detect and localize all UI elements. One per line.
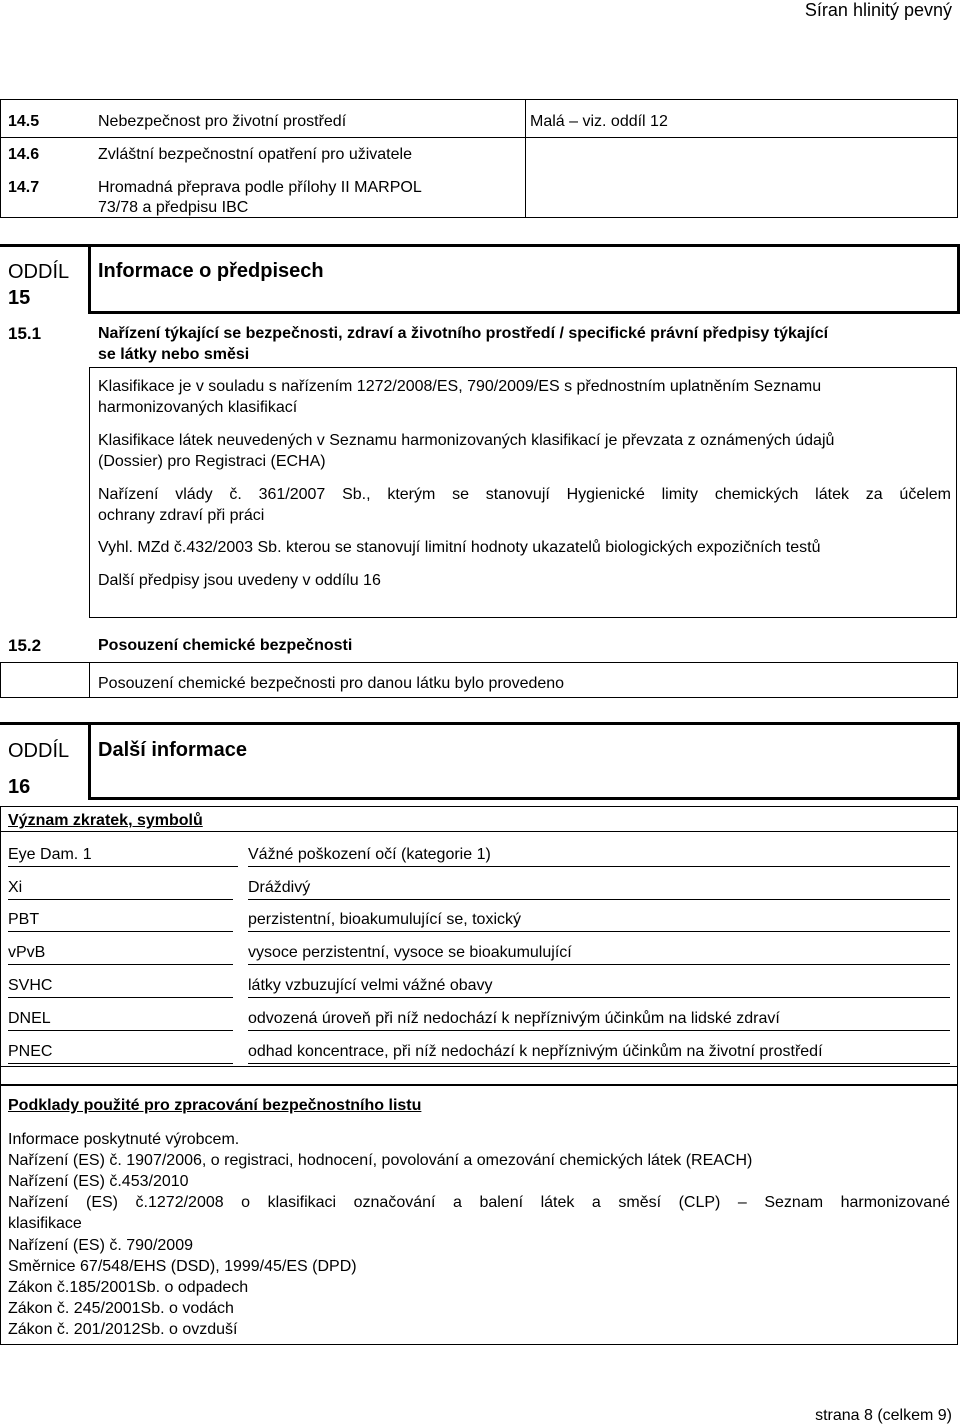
source-item: Informace poskytnuté výrobcem. <box>8 1131 240 1148</box>
underline-rule <box>8 964 233 965</box>
section-number: 16 <box>8 776 31 798</box>
underline-rule <box>8 931 233 932</box>
regulation-paragraph: Vyhl. MZd č.432/2003 Sb. kterou se stanovují limitní hodnoty ukazatelů biologických expozičních testů <box>98 539 821 556</box>
regulation-paragraph: Klasifikace je v souladu s nařízením 1272/2008/ES, 790/2009/ES s přednostním uplatněním Seznamu harmonizovaných klasifikací <box>98 378 822 416</box>
source-item: Zákon č. 201/2012Sb. o ovzduší <box>8 1321 238 1338</box>
row-number: 14.5 <box>8 113 40 130</box>
row-divider <box>0 831 958 832</box>
row-divider <box>0 1066 958 1067</box>
row-divider <box>0 137 958 138</box>
abbreviation-meaning: odvozená úroveň při níž nedochází k nepříznivým účinkům na lidské zdraví <box>248 1010 780 1027</box>
document-title: Síran hlinitý pevný <box>804 0 952 20</box>
row-label: Nebezpečnost pro životní prostředí <box>98 113 347 130</box>
regulation-paragraph: Další předpisy jsou uvedeny v oddílu 16 <box>98 572 381 589</box>
source-item: Zákon č. 245/2001Sb. o vodách <box>8 1300 234 1317</box>
underline-rule <box>248 964 950 965</box>
underline-rule <box>248 866 950 867</box>
assessment-text: Posouzení chemické bezpečnosti pro danou látku bylo provedeno <box>98 675 565 692</box>
underline-rule <box>248 931 950 932</box>
abbreviation-term: PBT <box>8 911 40 928</box>
section-rule <box>88 797 960 800</box>
abbreviation-term: vPvB <box>8 944 46 961</box>
underline-rule <box>248 1030 950 1031</box>
section-title: Další informace <box>98 739 247 761</box>
abbreviation-meaning: Dráždivý <box>248 879 311 896</box>
source-item: Zákon č.185/2001Sb. o odpadech <box>8 1279 249 1296</box>
row-number: 14.6 <box>8 146 40 163</box>
abbreviation-meaning: perzistentní, bioakumulující se, toxický <box>248 911 522 928</box>
abbreviation-term: SVHC <box>8 977 53 994</box>
underline-rule <box>8 997 233 998</box>
abbreviation-term: PNEC <box>8 1043 53 1060</box>
subsection-title: se látky nebo směsi <box>98 346 250 363</box>
section-label: ODDÍL <box>8 261 70 283</box>
underline-rule <box>8 1063 233 1064</box>
section-rule <box>0 722 960 725</box>
column-divider <box>525 99 526 218</box>
source-item: klasifikace <box>8 1215 82 1232</box>
section-rule <box>88 722 91 800</box>
source-item: Nařízení (ES) č. 790/2009 <box>8 1237 193 1254</box>
section-label: ODDÍL <box>8 740 70 762</box>
sources-heading: Podklady použité pro zpracování bezpečnostního listu <box>8 1097 422 1114</box>
row-label: 73/78 a předpisu IBC <box>98 199 249 216</box>
abbreviation-term: DNEL <box>8 1010 51 1027</box>
underline-rule <box>8 1030 233 1031</box>
abbreviation-meaning: vysoce perzistentní, vysoce se bioakumulující <box>248 944 572 961</box>
row-label: Zvláštní bezpečnostní opatření pro uživatele <box>98 146 412 163</box>
source-item: Směrnice 67/548/EHS (DSD), 1999/45/ES (DPD) <box>8 1258 357 1275</box>
underline-rule <box>248 899 950 900</box>
abbreviation-term: Xi <box>8 879 23 896</box>
abbreviation-meaning: odhad koncentrace, při níž nedochází k nepříznivým účinkům na životní prostředí <box>248 1043 823 1060</box>
row-value: Malá – viz. oddíl 12 <box>530 113 668 130</box>
section-title: Informace o předpisech <box>98 260 324 282</box>
underline-rule <box>8 866 238 867</box>
row-number: 14.7 <box>8 179 40 196</box>
regulation-paragraph: Nařízení vlády č. 361/2007 Sb., kterým se stanovují Hygienické limity chemických látek za účelem ochrany zdraví při práci <box>98 486 951 524</box>
subsection-number: 15.2 <box>8 636 42 655</box>
abbreviations-heading: Význam zkratek, symbolů <box>8 812 203 829</box>
source-item: Nařízení (ES) č.1272/2008 o klasifikaci označování a balení látek a směsí (CLP) – Seznam harmonizované <box>8 1194 950 1211</box>
section-rule <box>88 311 960 314</box>
regulation-paragraph: Klasifikace látek neuvedených v Seznamu harmonizovaných klasifikací je převzata z oznámených údajů (Dossier) pro Registraci (ECHA) <box>98 432 835 470</box>
section-rule <box>0 244 960 247</box>
abbreviation-term: Eye Dam. 1 <box>8 846 92 863</box>
row-label: Hromadná přeprava podle přílohy II MARPOL <box>98 179 422 196</box>
abbreviation-meaning: látky vzbuzující velmi vážné obavy <box>248 977 493 994</box>
source-item: Nařízení (ES) č.453/2010 <box>8 1173 189 1190</box>
underline-rule <box>8 899 233 900</box>
subsection-title: Posouzení chemické bezpečnosti <box>98 637 353 654</box>
abbreviation-meaning: Vážné poškození očí (kategorie 1) <box>248 846 491 863</box>
underline-rule <box>248 997 950 998</box>
source-item: Nařízení (ES) č. 1907/2006, o registraci, hodnocení, povolování a omezování chemických látek (REACH) <box>8 1152 753 1169</box>
subsection-title: Nařízení týkající se bezpečnosti, zdraví a životního prostředí / specifické právní předpisy týkající <box>98 325 829 342</box>
section-rule <box>88 244 91 314</box>
section-number: 15 <box>8 287 31 309</box>
underline-rule <box>248 1063 950 1064</box>
page-number: strana 8 (celkem 9) <box>815 1407 952 1424</box>
subsection-number: 15.1 <box>8 324 42 343</box>
column-divider <box>89 662 90 698</box>
